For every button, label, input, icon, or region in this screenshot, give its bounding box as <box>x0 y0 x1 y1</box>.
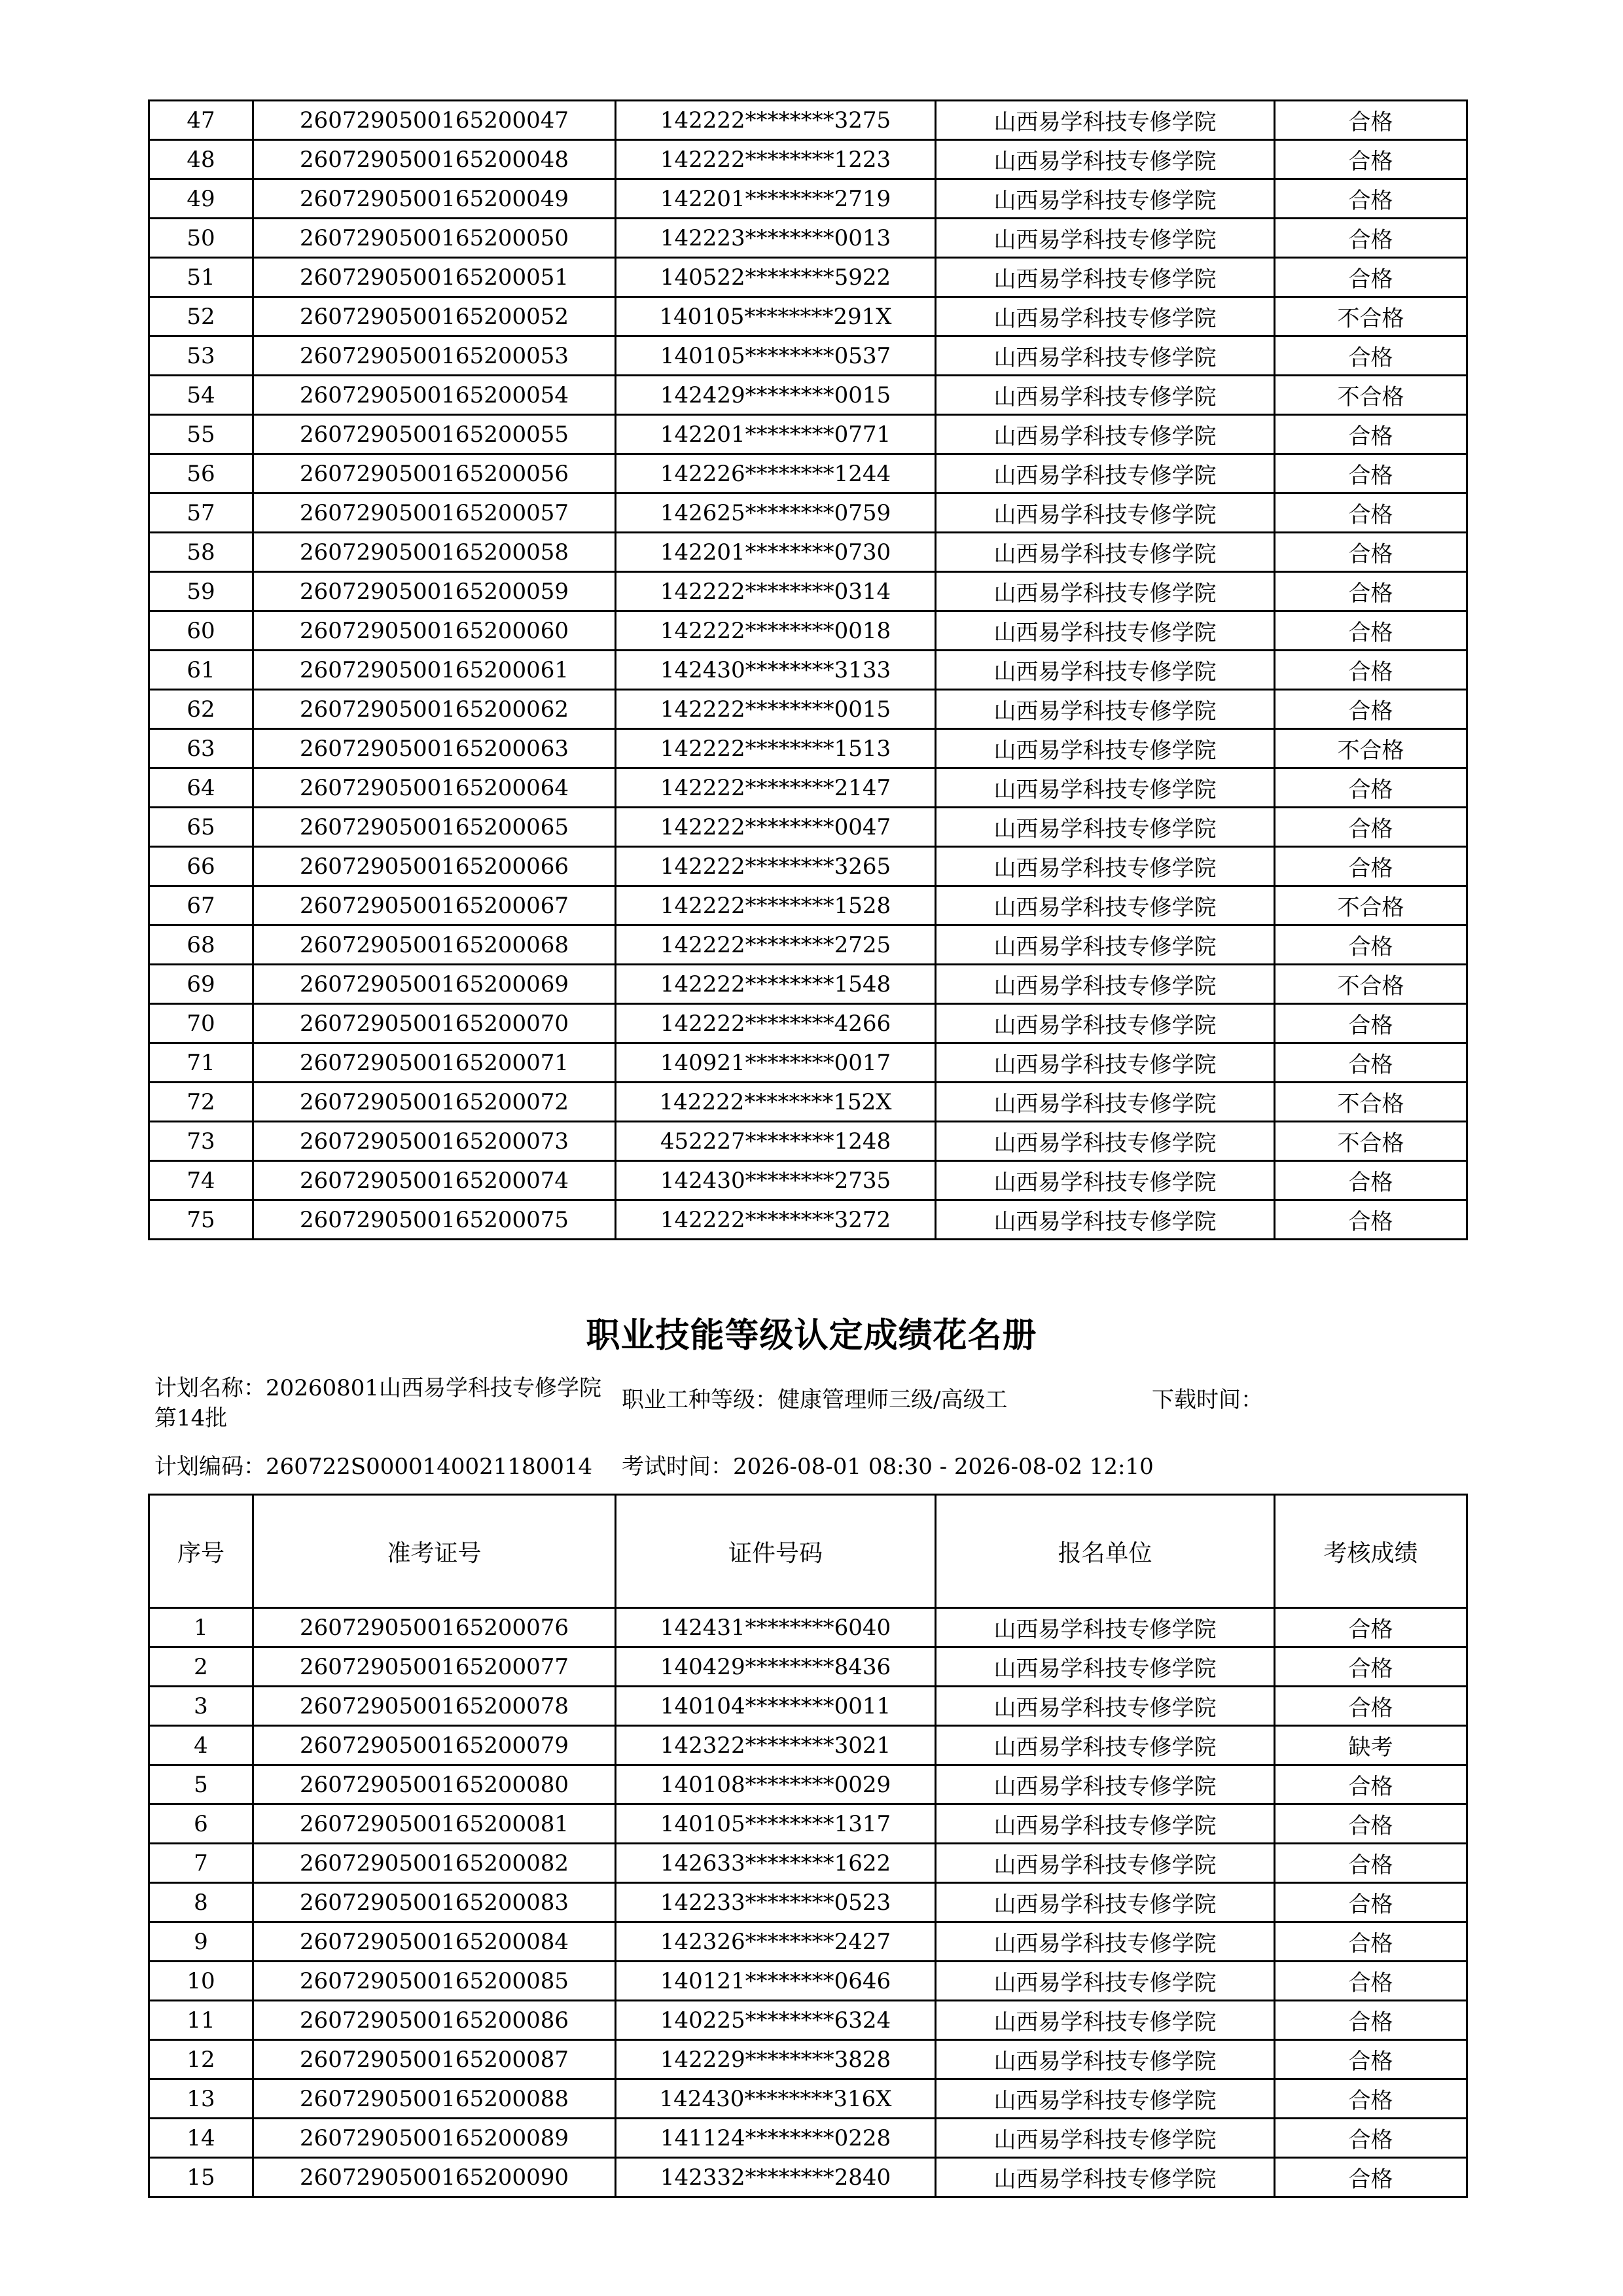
cell-serial-number: 8 <box>149 1883 253 1922</box>
table-row <box>149 2119 1467 2158</box>
cell-registration-unit: 山西易学科技专修学院 <box>936 1608 1275 1647</box>
cell-assessment-result: 合格 <box>1275 2158 1467 2197</box>
cell-admission-number: 2607290500165200090 <box>253 2158 616 2197</box>
table-row <box>149 376 1467 415</box>
table-row <box>149 2040 1467 2079</box>
cell-assessment-result: 合格 <box>1275 179 1467 219</box>
cell-registration-unit: 山西易学科技专修学院 <box>936 886 1275 925</box>
cell-registration-unit: 山西易学科技专修学院 <box>936 1844 1275 1883</box>
cell-registration-unit: 山西易学科技专修学院 <box>936 258 1275 297</box>
cell-registration-unit: 山西易学科技专修学院 <box>936 1765 1275 1804</box>
cell-serial-number: 70 <box>149 1004 253 1043</box>
cell-admission-number: 2607290500165200059 <box>253 572 616 611</box>
cell-assessment-result: 合格 <box>1275 415 1467 454</box>
cell-registration-unit: 山西易学科技专修学院 <box>936 572 1275 611</box>
cell-registration-unit: 山西易学科技专修学院 <box>936 179 1275 219</box>
cell-admission-number: 2607290500165200050 <box>253 219 616 258</box>
cell-serial-number: 68 <box>149 925 253 965</box>
cell-admission-number: 2607290500165200076 <box>253 1608 616 1647</box>
cell-serial-number: 10 <box>149 1962 253 2001</box>
cell-id-number: 142222********0018 <box>616 611 936 651</box>
cell-id-number: 142222********3272 <box>616 1200 936 1240</box>
cell-id-number: 142229********3828 <box>616 2040 936 2079</box>
header-admission-number: 准考证号 <box>253 1495 616 1608</box>
cell-id-number: 140105********291X <box>616 297 936 336</box>
cell-assessment-result: 合格 <box>1275 611 1467 651</box>
cell-admission-number: 2607290500165200089 <box>253 2119 616 2158</box>
cell-admission-number: 2607290500165200087 <box>253 2040 616 2079</box>
header-assessment-result: 考核成绩 <box>1275 1495 1467 1608</box>
cell-assessment-result: 合格 <box>1275 101 1467 140</box>
cell-id-number: 142222********152X <box>616 1083 936 1122</box>
cell-registration-unit: 山西易学科技专修学院 <box>936 415 1275 454</box>
table-row <box>149 1608 1467 1647</box>
cell-id-number: 140121********0646 <box>616 1962 936 2001</box>
header-registration-unit: 报名单位 <box>936 1495 1275 1608</box>
cell-registration-unit: 山西易学科技专修学院 <box>936 808 1275 847</box>
plan-name: 计划名称：20260801山西易学科技专修学院第14批 <box>154 1375 602 1431</box>
cell-admission-number: 2607290500165200083 <box>253 1883 616 1922</box>
cell-serial-number: 55 <box>149 415 253 454</box>
cell-id-number: 140104********0011 <box>616 1687 936 1726</box>
cell-serial-number: 3 <box>149 1687 253 1726</box>
cell-serial-number: 64 <box>149 768 253 808</box>
cell-assessment-result: 合格 <box>1275 925 1467 965</box>
cell-registration-unit: 山西易学科技专修学院 <box>936 1083 1275 1122</box>
cell-admission-number: 2607290500165200053 <box>253 336 616 376</box>
cell-assessment-result: 合格 <box>1275 1200 1467 1240</box>
results-table-continued <box>148 99 1468 1240</box>
cell-serial-number: 14 <box>149 2119 253 2158</box>
cell-assessment-result: 合格 <box>1275 808 1467 847</box>
cell-admission-number: 2607290500165200071 <box>253 1043 616 1083</box>
table-row <box>149 729 1467 768</box>
cell-serial-number: 47 <box>149 101 253 140</box>
table-row <box>149 572 1467 611</box>
cell-admission-number: 2607290500165200088 <box>253 2079 616 2119</box>
cell-serial-number: 2 <box>149 1647 253 1687</box>
cell-serial-number: 13 <box>149 2079 253 2119</box>
cell-admission-number: 2607290500165200069 <box>253 965 616 1004</box>
cell-serial-number: 58 <box>149 533 253 572</box>
cell-id-number: 142201********0771 <box>616 415 936 454</box>
table-row <box>149 415 1467 454</box>
cell-admission-number: 2607290500165200068 <box>253 925 616 965</box>
cell-assessment-result: 不合格 <box>1275 376 1467 415</box>
cell-admission-number: 2607290500165200078 <box>253 1687 616 1726</box>
cell-registration-unit: 山西易学科技专修学院 <box>936 651 1275 690</box>
cell-id-number: 142201********0730 <box>616 533 936 572</box>
cell-serial-number: 65 <box>149 808 253 847</box>
table-row <box>149 1043 1467 1083</box>
cell-registration-unit: 山西易学科技专修学院 <box>936 376 1275 415</box>
cell-assessment-result: 合格 <box>1275 1962 1467 2001</box>
cell-assessment-result: 合格 <box>1275 219 1467 258</box>
cell-assessment-result: 合格 <box>1275 454 1467 493</box>
cell-assessment-result: 合格 <box>1275 2001 1467 2040</box>
cell-serial-number: 74 <box>149 1161 253 1200</box>
cell-assessment-result: 合格 <box>1275 2079 1467 2119</box>
cell-registration-unit: 山西易学科技专修学院 <box>936 729 1275 768</box>
cell-admission-number: 2607290500165200061 <box>253 651 616 690</box>
cell-serial-number: 5 <box>149 1765 253 1804</box>
cell-registration-unit: 山西易学科技专修学院 <box>936 454 1275 493</box>
table-row <box>149 454 1467 493</box>
table-row <box>149 1161 1467 1200</box>
cell-assessment-result: 合格 <box>1275 1043 1467 1083</box>
table-row <box>149 768 1467 808</box>
cell-id-number: 142222********3265 <box>616 847 936 886</box>
cell-id-number: 142222********0047 <box>616 808 936 847</box>
cell-registration-unit: 山西易学科技专修学院 <box>936 1043 1275 1083</box>
cell-serial-number: 15 <box>149 2158 253 2197</box>
cell-admission-number: 2607290500165200073 <box>253 1122 616 1161</box>
cell-registration-unit: 山西易学科技专修学院 <box>936 690 1275 729</box>
cell-registration-unit: 山西易学科技专修学院 <box>936 847 1275 886</box>
cell-admission-number: 2607290500165200064 <box>253 768 616 808</box>
cell-admission-number: 2607290500165200062 <box>253 690 616 729</box>
table-row <box>149 2158 1467 2197</box>
table-row <box>149 1122 1467 1161</box>
cell-admission-number: 2607290500165200056 <box>253 454 616 493</box>
table-row <box>149 493 1467 533</box>
cell-assessment-result: 合格 <box>1275 336 1467 376</box>
table-row <box>149 219 1467 258</box>
cell-registration-unit: 山西易学科技专修学院 <box>936 336 1275 376</box>
cell-registration-unit: 山西易学科技专修学院 <box>936 493 1275 533</box>
table-header-row <box>149 1495 1467 1608</box>
cell-assessment-result: 合格 <box>1275 768 1467 808</box>
cell-assessment-result: 不合格 <box>1275 297 1467 336</box>
cell-serial-number: 66 <box>149 847 253 886</box>
table-row <box>149 1726 1467 1765</box>
cell-id-number: 142222********3275 <box>616 101 936 140</box>
cell-serial-number: 63 <box>149 729 253 768</box>
table-row <box>149 1200 1467 1240</box>
results-table-body <box>149 1608 1467 2197</box>
cell-id-number: 142430********316X <box>616 2079 936 2119</box>
cell-id-number: 140105********0537 <box>616 336 936 376</box>
cell-assessment-result: 合格 <box>1275 258 1467 297</box>
table-row <box>149 1883 1467 1922</box>
cell-serial-number: 48 <box>149 140 253 179</box>
table-row <box>149 1922 1467 1962</box>
results-table <box>148 1494 1468 2198</box>
table-row <box>149 690 1467 729</box>
cell-admission-number: 2607290500165200063 <box>253 729 616 768</box>
cell-id-number: 140921********0017 <box>616 1043 936 1083</box>
cell-assessment-result: 合格 <box>1275 1922 1467 1962</box>
cell-registration-unit: 山西易学科技专修学院 <box>936 1804 1275 1844</box>
cell-admission-number: 2607290500165200066 <box>253 847 616 886</box>
table-row <box>149 258 1467 297</box>
cell-registration-unit: 山西易学科技专修学院 <box>936 1726 1275 1765</box>
cell-id-number: 140429********8436 <box>616 1647 936 1687</box>
cell-serial-number: 67 <box>149 886 253 925</box>
plan-code: 计划编码：260722S0000140021180014 <box>154 1454 593 1480</box>
cell-registration-unit: 山西易学科技专修学院 <box>936 1161 1275 1200</box>
cell-admission-number: 2607290500165200079 <box>253 1726 616 1765</box>
table-row <box>149 297 1467 336</box>
cell-assessment-result: 合格 <box>1275 493 1467 533</box>
cell-admission-number: 2607290500165200060 <box>253 611 616 651</box>
cell-registration-unit: 山西易学科技专修学院 <box>936 1647 1275 1687</box>
cell-admission-number: 2607290500165200085 <box>253 1962 616 2001</box>
cell-admission-number: 2607290500165200047 <box>253 101 616 140</box>
table-row <box>149 1004 1467 1043</box>
header-id-number: 证件号码 <box>616 1495 936 1608</box>
cell-registration-unit: 山西易学科技专修学院 <box>936 1962 1275 2001</box>
cell-assessment-result: 合格 <box>1275 1844 1467 1883</box>
cell-serial-number: 53 <box>149 336 253 376</box>
cell-id-number: 142222********4266 <box>616 1004 936 1043</box>
table-row <box>149 2001 1467 2040</box>
cell-registration-unit: 山西易学科技专修学院 <box>936 1922 1275 1962</box>
cell-serial-number: 6 <box>149 1804 253 1844</box>
cell-serial-number: 49 <box>149 179 253 219</box>
cell-id-number: 142633********1622 <box>616 1844 936 1883</box>
cell-admission-number: 2607290500165200070 <box>253 1004 616 1043</box>
cell-id-number: 141124********0228 <box>616 2119 936 2158</box>
cell-id-number: 140225********6324 <box>616 2001 936 2040</box>
cell-id-number: 142625********0759 <box>616 493 936 533</box>
cell-registration-unit: 山西易学科技专修学院 <box>936 219 1275 258</box>
cell-admission-number: 2607290500165200048 <box>253 140 616 179</box>
cell-assessment-result: 合格 <box>1275 533 1467 572</box>
cell-id-number: 142322********3021 <box>616 1726 936 1765</box>
cell-admission-number: 2607290500165200049 <box>253 179 616 219</box>
table-row <box>149 1083 1467 1122</box>
table-row <box>149 651 1467 690</box>
table-row <box>149 101 1467 140</box>
roster-title: 职业技能等级认定成绩花名册 <box>586 1316 1037 1355</box>
table-row <box>149 925 1467 965</box>
cell-registration-unit: 山西易学科技专修学院 <box>936 611 1275 651</box>
cell-assessment-result: 合格 <box>1275 1883 1467 1922</box>
cell-id-number: 142222********2725 <box>616 925 936 965</box>
cell-registration-unit: 山西易学科技专修学院 <box>936 768 1275 808</box>
cell-id-number: 140522********5922 <box>616 258 936 297</box>
cell-id-number: 142222********1223 <box>616 140 936 179</box>
cell-serial-number: 11 <box>149 2001 253 2040</box>
table-row <box>149 808 1467 847</box>
table-row <box>149 179 1467 219</box>
cell-assessment-result: 合格 <box>1275 690 1467 729</box>
cell-id-number: 142233********0523 <box>616 1883 936 1922</box>
cell-serial-number: 61 <box>149 651 253 690</box>
cell-serial-number: 51 <box>149 258 253 297</box>
cell-assessment-result: 缺考 <box>1275 1726 1467 1765</box>
table-row <box>149 1844 1467 1883</box>
cell-assessment-result: 合格 <box>1275 1647 1467 1687</box>
table-row <box>149 533 1467 572</box>
cell-assessment-result: 合格 <box>1275 2040 1467 2079</box>
download-time: 下载时间： <box>1152 1387 1263 1413</box>
cell-assessment-result: 不合格 <box>1275 886 1467 925</box>
table-row <box>149 611 1467 651</box>
cell-id-number: 452227********1248 <box>616 1122 936 1161</box>
cell-serial-number: 69 <box>149 965 253 1004</box>
cell-id-number: 142222********1528 <box>616 886 936 925</box>
cell-registration-unit: 山西易学科技专修学院 <box>936 297 1275 336</box>
cell-id-number: 142223********0013 <box>616 219 936 258</box>
cell-admission-number: 2607290500165200086 <box>253 2001 616 2040</box>
cell-id-number: 142326********2427 <box>616 1922 936 1962</box>
cell-assessment-result: 合格 <box>1275 847 1467 886</box>
cell-registration-unit: 山西易学科技专修学院 <box>936 1883 1275 1922</box>
cell-serial-number: 1 <box>149 1608 253 1647</box>
table-row <box>149 2079 1467 2119</box>
cell-id-number: 142332********2840 <box>616 2158 936 2197</box>
cell-serial-number: 12 <box>149 2040 253 2079</box>
cell-serial-number: 59 <box>149 572 253 611</box>
cell-admission-number: 2607290500165200051 <box>253 258 616 297</box>
cell-registration-unit: 山西易学科技专修学院 <box>936 533 1275 572</box>
header-serial-number: 序号 <box>149 1495 253 1608</box>
cell-admission-number: 2607290500165200055 <box>253 415 616 454</box>
cell-admission-number: 2607290500165200054 <box>253 376 616 415</box>
cell-serial-number: 4 <box>149 1726 253 1765</box>
cell-serial-number: 72 <box>149 1083 253 1122</box>
table-row <box>149 1962 1467 2001</box>
table-row <box>149 336 1467 376</box>
cell-registration-unit: 山西易学科技专修学院 <box>936 1687 1275 1726</box>
cell-admission-number: 2607290500165200067 <box>253 886 616 925</box>
cell-admission-number: 2607290500165200057 <box>253 493 616 533</box>
cell-assessment-result: 合格 <box>1275 140 1467 179</box>
cell-registration-unit: 山西易学科技专修学院 <box>936 965 1275 1004</box>
cell-assessment-result: 合格 <box>1275 1804 1467 1844</box>
cell-registration-unit: 山西易学科技专修学院 <box>936 101 1275 140</box>
cell-serial-number: 73 <box>149 1122 253 1161</box>
cell-assessment-result: 合格 <box>1275 1687 1467 1726</box>
cell-assessment-result: 不合格 <box>1275 965 1467 1004</box>
cell-id-number: 142431********6040 <box>616 1608 936 1647</box>
cell-registration-unit: 山西易学科技专修学院 <box>936 925 1275 965</box>
cell-serial-number: 52 <box>149 297 253 336</box>
cell-id-number: 142201********2719 <box>616 179 936 219</box>
cell-id-number: 142222********0015 <box>616 690 936 729</box>
cell-serial-number: 50 <box>149 219 253 258</box>
cell-assessment-result: 合格 <box>1275 1765 1467 1804</box>
cell-serial-number: 71 <box>149 1043 253 1083</box>
cell-id-number: 142429********0015 <box>616 376 936 415</box>
cell-assessment-result: 合格 <box>1275 2119 1467 2158</box>
cell-serial-number: 7 <box>149 1844 253 1883</box>
table-row <box>149 847 1467 886</box>
cell-id-number: 142226********1244 <box>616 454 936 493</box>
cell-registration-unit: 山西易学科技专修学院 <box>936 1004 1275 1043</box>
cell-id-number: 142222********0314 <box>616 572 936 611</box>
cell-registration-unit: 山西易学科技专修学院 <box>936 2158 1275 2197</box>
table-row <box>149 1804 1467 1844</box>
cell-id-number: 142222********2147 <box>616 768 936 808</box>
cell-serial-number: 54 <box>149 376 253 415</box>
cell-admission-number: 2607290500165200058 <box>253 533 616 572</box>
cell-id-number: 142222********1548 <box>616 965 936 1004</box>
results-table-continued-body <box>149 101 1467 1240</box>
cell-id-number: 140108********0029 <box>616 1765 936 1804</box>
cell-registration-unit: 山西易学科技专修学院 <box>936 2079 1275 2119</box>
cell-id-number: 140105********1317 <box>616 1804 936 1844</box>
cell-admission-number: 2607290500165200080 <box>253 1765 616 1804</box>
cell-admission-number: 2607290500165200052 <box>253 297 616 336</box>
table-row <box>149 1647 1467 1687</box>
cell-serial-number: 75 <box>149 1200 253 1240</box>
cell-serial-number: 9 <box>149 1922 253 1962</box>
cell-registration-unit: 山西易学科技专修学院 <box>936 1200 1275 1240</box>
exam-time: 考试时间：2026-08-01 08:30 - 2026-08-02 12:10 <box>622 1454 1154 1480</box>
cell-serial-number: 57 <box>149 493 253 533</box>
cell-registration-unit: 山西易学科技专修学院 <box>936 2040 1275 2079</box>
table-row <box>149 886 1467 925</box>
cell-assessment-result: 不合格 <box>1275 1122 1467 1161</box>
cell-serial-number: 56 <box>149 454 253 493</box>
cell-admission-number: 2607290500165200065 <box>253 808 616 847</box>
cell-registration-unit: 山西易学科技专修学院 <box>936 2001 1275 2040</box>
cell-registration-unit: 山西易学科技专修学院 <box>936 2119 1275 2158</box>
cell-id-number: 142430********2735 <box>616 1161 936 1200</box>
cell-admission-number: 2607290500165200081 <box>253 1804 616 1844</box>
cell-id-number: 142430********3133 <box>616 651 936 690</box>
table-row <box>149 965 1467 1004</box>
cell-registration-unit: 山西易学科技专修学院 <box>936 140 1275 179</box>
cell-admission-number: 2607290500165200074 <box>253 1161 616 1200</box>
cell-id-number: 142222********1513 <box>616 729 936 768</box>
cell-admission-number: 2607290500165200084 <box>253 1922 616 1962</box>
job-level: 职业工种等级：健康管理师三级/高级工 <box>622 1387 1008 1413</box>
cell-admission-number: 2607290500165200075 <box>253 1200 616 1240</box>
cell-assessment-result: 合格 <box>1275 1608 1467 1647</box>
cell-assessment-result: 合格 <box>1275 572 1467 611</box>
cell-admission-number: 2607290500165200077 <box>253 1647 616 1687</box>
cell-assessment-result: 合格 <box>1275 1161 1467 1200</box>
cell-assessment-result: 不合格 <box>1275 1083 1467 1122</box>
table-row <box>149 1765 1467 1804</box>
cell-admission-number: 2607290500165200082 <box>253 1844 616 1883</box>
cell-serial-number: 62 <box>149 690 253 729</box>
table-row <box>149 1687 1467 1726</box>
cell-serial-number: 60 <box>149 611 253 651</box>
cell-assessment-result: 不合格 <box>1275 729 1467 768</box>
cell-assessment-result: 合格 <box>1275 651 1467 690</box>
cell-assessment-result: 合格 <box>1275 1004 1467 1043</box>
table-row <box>149 140 1467 179</box>
cell-admission-number: 2607290500165200072 <box>253 1083 616 1122</box>
cell-registration-unit: 山西易学科技专修学院 <box>936 1122 1275 1161</box>
